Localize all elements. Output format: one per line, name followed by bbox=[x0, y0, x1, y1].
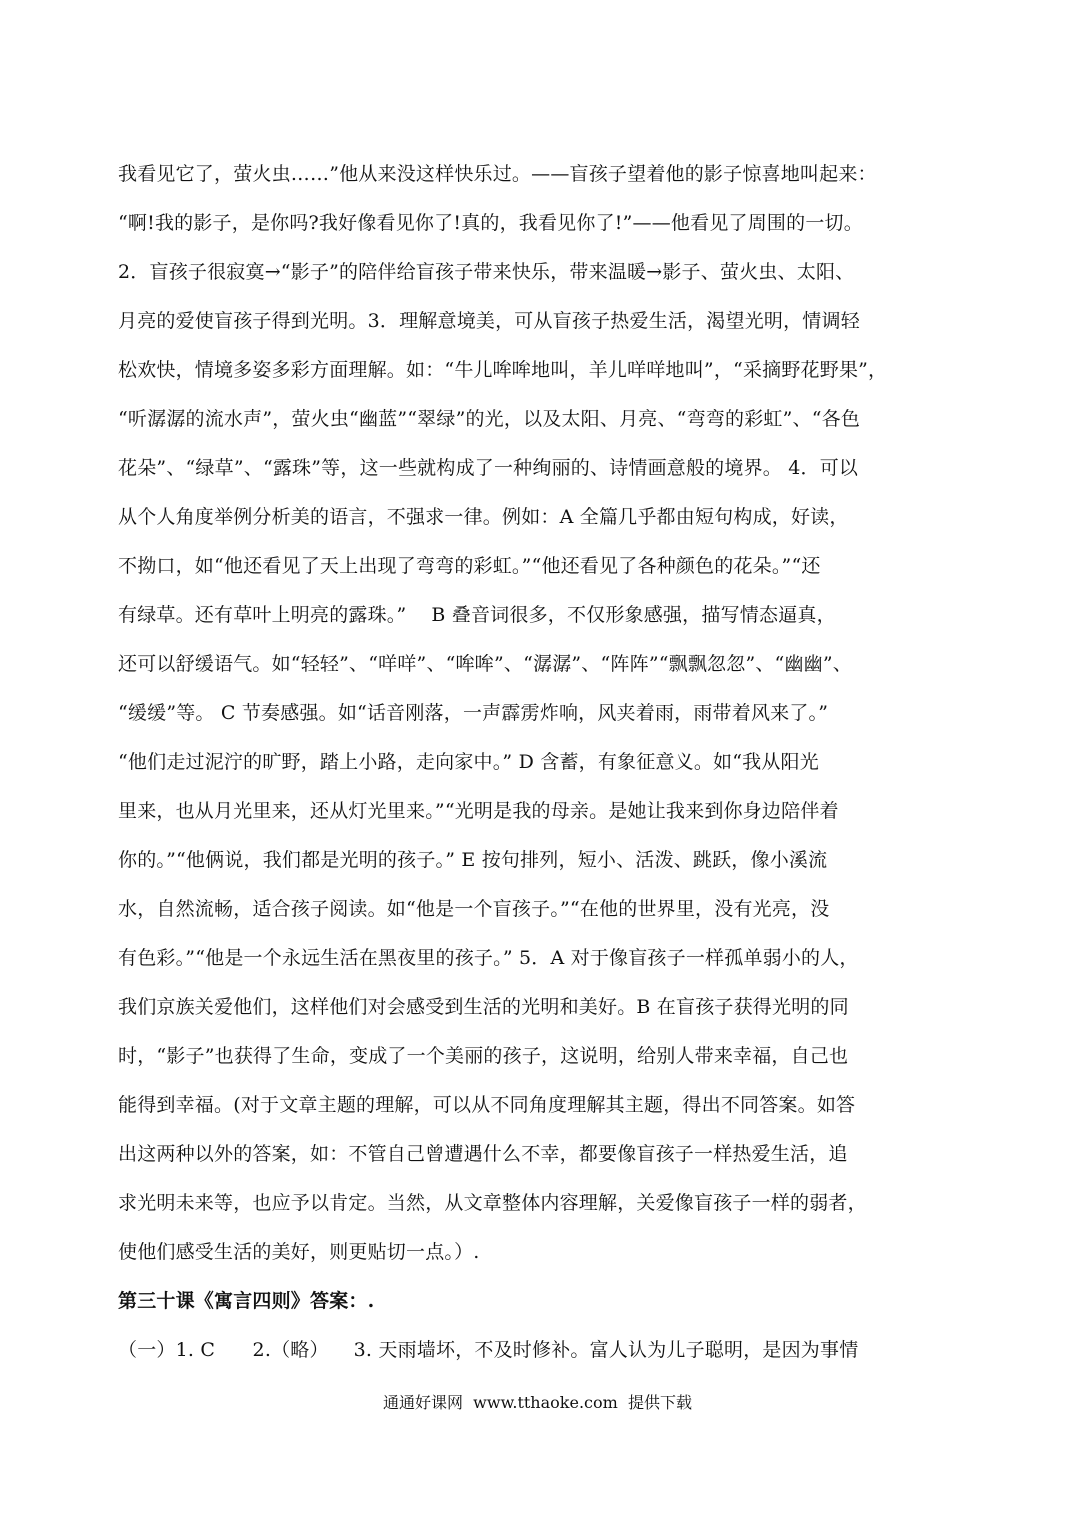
text-line: 有色彩。”“他是一个永远生活在黑夜里的孩子。” 5．A 对于像盲孩子一样孤单弱小的人， bbox=[118, 947, 859, 969]
text-line: “他们走过泥泞的旷野，踏上小路，走向家中。” D 含蓄，有象征意义。如“我从阳光 bbox=[118, 751, 819, 773]
text-line: 水，自然流畅，适合孩子阅读。如“他是一个盲孩子。”“在他的世界里，没有光亮，没 bbox=[118, 898, 830, 920]
text-line: 松欢快，情境多姿多彩方面理解。如：“牛儿哞哞地叫，羊儿咩咩地叫”，“采摘野花野果”， bbox=[118, 359, 888, 381]
text-line: 2．盲孩子很寂寞→“影子”的陪伴给盲孩子带来快乐，带来温暖→影子、萤火虫、太阳、 bbox=[118, 261, 855, 283]
text-line: “听潺潺的流水声”，萤火虫“幽蓝”“翠绿”的光，以及太阳、月亮、“弯弯的彩虹”、“各色 bbox=[118, 408, 861, 430]
text-line: 花朵”、“绿草”、“露珠”等，这一些就构成了一种绚丽的、诗情画意般的境界。 4．可以 bbox=[118, 457, 859, 479]
text-line: 求光明未来等，也应予以肯定。当然，从文章整体内容理解，关爱像盲孩子一样的弱者， bbox=[118, 1192, 867, 1214]
text-line: 时，“影子”也获得了生命，变成了一个美丽的孩子，这说明，给别人带来幸福，自己也 bbox=[118, 1045, 849, 1067]
text-line: 出这两种以外的答案，如：不管自己曾遭遇什么不幸，都要像盲孩子一样热爱生活，追 bbox=[118, 1143, 848, 1165]
text-line: 使他们感受生活的美好，则更贴切一点。）. bbox=[118, 1241, 480, 1263]
text-line: （一）1. C 2.（略） 3. 天雨墙坏，不及时修补。富人认为儿子聪明，是因为事情 bbox=[118, 1339, 859, 1361]
text-line: 你的。”“他俩说，我们都是光明的孩子。” E 按句排列，短小、活泼、跳跃，像小溪流 bbox=[118, 849, 828, 871]
page-footer: 通通好课网 www.tthaoke.com 提供下载 bbox=[383, 1393, 692, 1412]
text-line: 能得到幸福。(对于文章主题的理解，可以从不同角度理解其主题，得出不同答案。如答 bbox=[118, 1094, 856, 1116]
text-line: “啊!我的影子，是你吗?我好像看见你了!真的，我看见你了!”——他看见了周围的一切。 bbox=[118, 212, 863, 234]
text-line: 有绿草。还有草叶上明亮的露珠。” B 叠音词很多，不仅形象感强，描写情态逼真， bbox=[118, 604, 836, 626]
text-line: 月亮的爱使盲孩子得到光明。3．理解意境美，可从盲孩子热爱生活，渴望光明，情调轻 bbox=[118, 310, 860, 332]
text-line: “缓缓”等。 C 节奏感强。如“话音刚落，一声霹雳炸响，风夹着雨，雨带着风来了。” bbox=[118, 702, 829, 724]
text-line: 不拗口，如“他还看见了天上出现了弯弯的彩虹。”“他还看见了各种颜色的花朵。”“还 bbox=[118, 555, 821, 577]
text-line: 里来，也从月光里来，还从灯光里来。”“光明是我的母亲。是她让我来到你身边陪伴着 bbox=[118, 800, 839, 822]
section-heading: 第三十课《寓言四则》答案：. bbox=[118, 1290, 375, 1312]
text-line: 还可以舒缓语气。如“轻轻”、“咩咩”、“哞哞”、“潺潺”、“阵阵”“飘飘忽忽”、“幽幽”、 bbox=[118, 653, 852, 675]
document-body bbox=[118, 150, 963, 1375]
text-line: 我看见它了，萤火虫……”他从来没这样快乐过。——盲孩子望着他的影子惊喜地叫起来： bbox=[118, 163, 877, 185]
text-line: 从个人角度举例分析美的语言，不强求一律。例如：A 全篇几乎都由短句构成，好读， bbox=[118, 506, 849, 528]
text-line: 我们京族关爱他们，这样他们对会感受到生活的光明和美好。B 在盲孩子获得光明的同 bbox=[118, 996, 849, 1018]
